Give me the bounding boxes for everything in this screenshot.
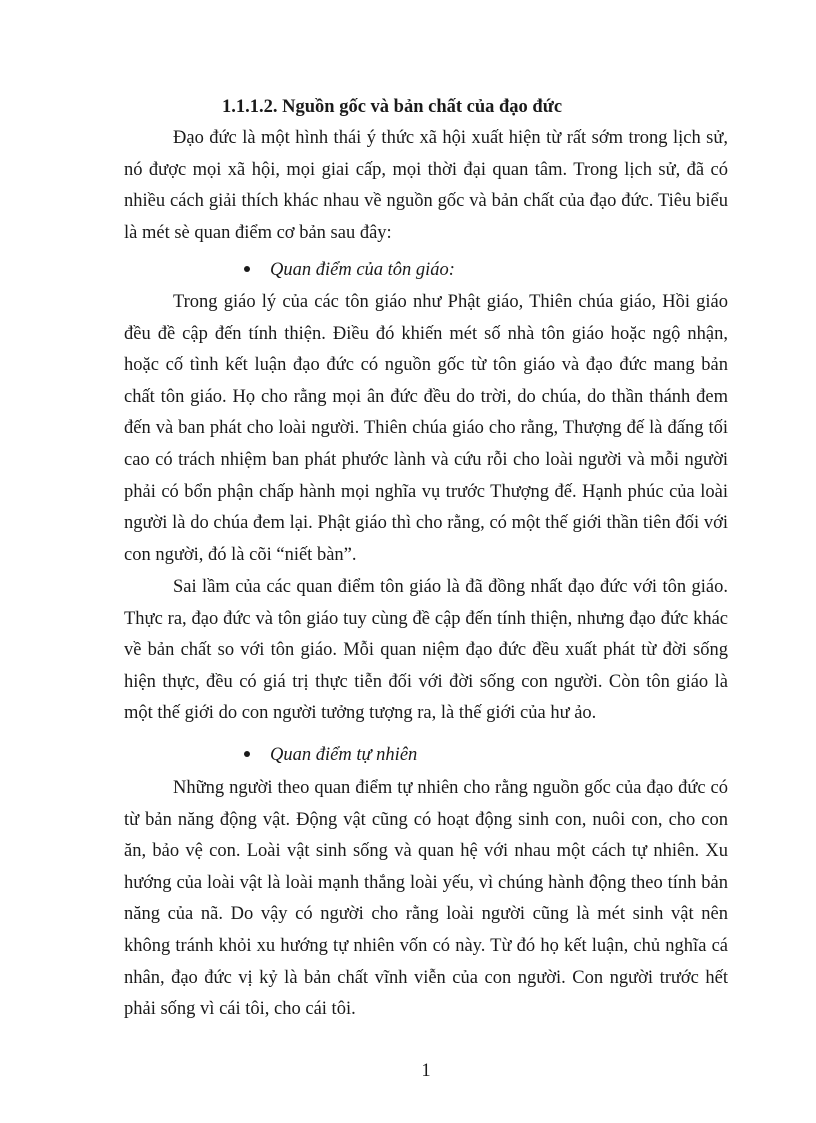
bullet-nature xyxy=(244,740,417,772)
bullet-nature-label: Quan điểm tự nhiên xyxy=(270,745,418,765)
bullet-religion-label: Quan điểm của tôn giáo: xyxy=(270,260,455,280)
religion-paragraph-1: Trong giáo lý của các tôn giáo như Phật giáo, Thiên chúa giáo, Hồi giáo đều đề cập đến tính thiện. Điều đó khiến mét số nhà tôn giáo hoặc ngộ nhận, hoặc cố tình kết luận đạo đức có nguồn gốc từ tôn giáo và đạo đức mang bản chất tôn giáo. Họ cho rằng mọi ân đức đều do trời, do chúa, do thần thánh đem đến và ban phát cho loài người. Thiên chúa giáo cho rằng, Thượng đế là đấng tối cao có trách nhiệm ban phát phước lành và cứu rỗi cho loài người và mỗi người phải có bổn phận chấp hành mọi nghĩa vụ trước Thượng đế. Hạnh phúc của loài người là do chúa đem lại. Phật giáo thì cho rằng, có một thế giới thần tiên đối với con người, đó là cõi “niết bàn”. xyxy=(124,292,728,565)
religion-paragraph-2: Sai lầm của các quan điểm tôn giáo là đã đồng nhất đạo đức với tôn giáo. Thực ra, đạo đức và tôn giáo tuy cùng đề cập đến tính thiện, nhưng đạo đức khác về bản chất so với tôn giáo. Mỗi quan niệm đạo đức đều xuất phát từ đời sống hiện thực, đều có giá trị thực tiễn đối với đời sống con người. Còn tôn giáo là một thế giới do con người tưởng tượng ra, là thế giới của hư ảo. xyxy=(124,577,728,724)
nature-paragraph: Những người theo quan điểm tự nhiên cho rằng nguồn gốc của đạo đức có từ bản năng động vật. Động vật cũng có hoạt động sinh con, nuôi con, cho con ăn, bảo vệ con. Loài vật sinh sống và quan hệ với nhau một cách tự nhiên. Xu hướng của loài vật là loài mạnh thắng loài yếu, vì chúng hành động theo tính bản năng của nã. Do vậy có người cho rằng loài người cũng là mét sinh vật nên không tránh khỏi xu hướng tự nhiên vốn có này. Từ đó họ kết luận, chủ nghĩa cá nhân, đạo đức vị kỷ là bản chất vĩnh viễn của con người. Con người trước hết phải sống vì cái tôi, cho cái tôi. xyxy=(124,778,728,1020)
section-heading: 1.1.1.2. Nguồn gốc và bản chất của đạo đức xyxy=(222,97,563,117)
intro-paragraph: Đạo đức là một hình thái ý thức xã hội xuất hiện từ rất sớm trong lịch sử, nó được mọi xã hội, mọi giai cấp, mọi thời đại quan tâm. Trong lịch sử, đã có nhiều cách giải thích khác nhau về nguồn gốc và bản chất của đạo đức. Tiêu biểu là mét sè quan điểm cơ bản sau đây: xyxy=(124,128,728,243)
bullet-religion xyxy=(244,255,455,287)
page-number: 1 xyxy=(421,1061,431,1081)
bullet-dot-icon xyxy=(244,751,250,757)
bullet-dot-icon xyxy=(244,266,250,272)
